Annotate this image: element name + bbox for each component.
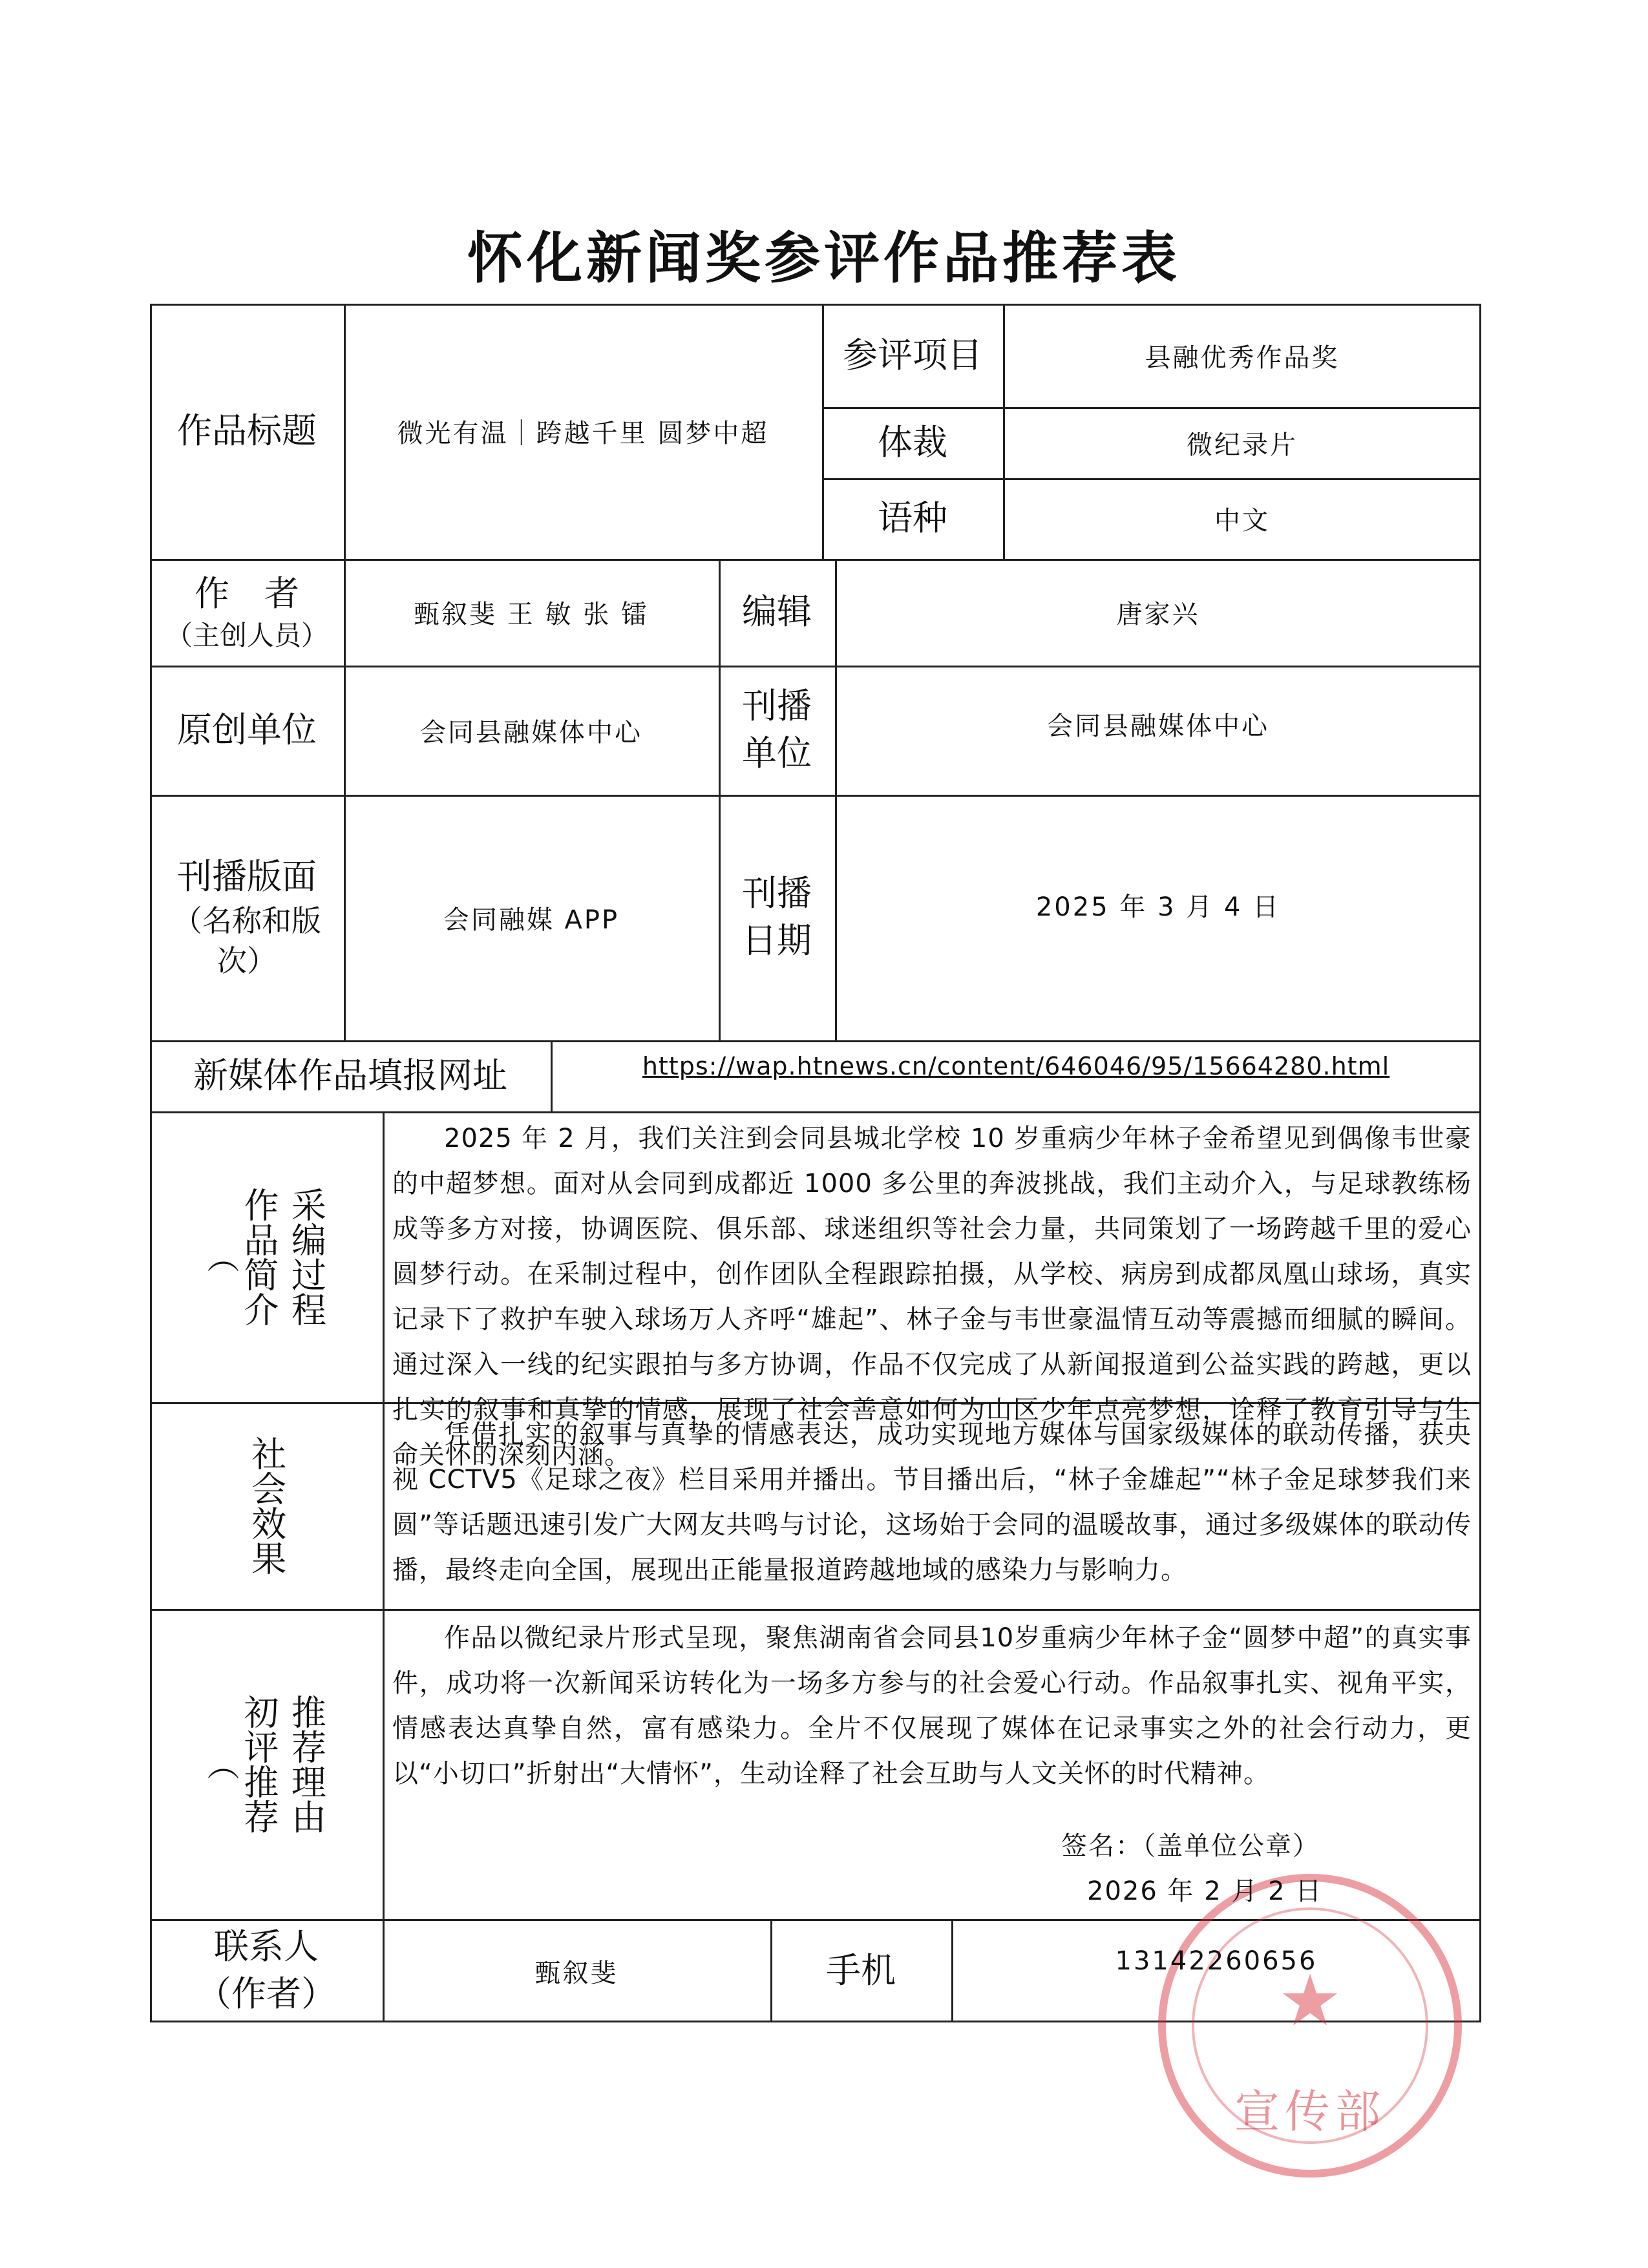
language-value: 中文 <box>1214 506 1270 536</box>
editor-value: 唐家兴 <box>1116 600 1200 629</box>
work-title-value: 微光有温｜跨越千里 圆梦中超 <box>397 419 769 448</box>
page-title: 怀化新闻奖参评作品推荐表 <box>467 226 1181 291</box>
language-label: 语种 <box>878 498 947 539</box>
author-label <box>150 559 344 666</box>
origin-unit-label: 原创单位 <box>177 709 317 750</box>
publish-page-value: 会同融媒 APP <box>443 905 620 935</box>
publish-page-label <box>150 795 344 1040</box>
publish-page-label-line2: （名称和版 <box>173 903 321 939</box>
publish-date-label-line1: 刊播 <box>742 873 812 914</box>
editor-label: 编辑 <box>742 591 812 633</box>
origin-unit-value: 会同县融媒体中心 <box>420 717 642 748</box>
publish-page-label-line3: 次） <box>217 943 277 979</box>
divider <box>383 1111 385 2022</box>
signature-line: 签名：（盖单位公章） <box>1061 1831 1320 1861</box>
contact-label-line1: 联系人 <box>214 1926 319 1968</box>
publish-unit-label-line1: 刊播 <box>742 686 812 727</box>
authors-value: 甄叙斐 王 敏 张 镭 <box>414 600 649 629</box>
author-label-line2: （主创人员） <box>165 619 328 651</box>
reason-label-col2: 推荐理由 <box>286 1694 327 1834</box>
url-label: 新媒体作品填报网址 <box>193 1055 507 1096</box>
work-title-label: 作品标题 <box>177 410 317 452</box>
author-label-line1: 作 者 <box>195 572 299 614</box>
seal-star-icon: ★ <box>1278 1959 1342 2042</box>
publish-unit-value: 会同县融媒体中心 <box>1047 711 1269 741</box>
publish-date-label-line2: 日期 <box>742 920 812 961</box>
publish-unit-label-line2: 单位 <box>742 733 812 773</box>
process-text: 2025 年 2 月，我们关注到会同县城北学校 10 岁重病少年林子金希望见到偶像韦世豪的中超梦想。面对从会同到成都近 1000 多公里的奔波挑战，我们主动介入，与足球教练杨成等多方对接，协调医院、俱乐部、球迷组织等社会力量，共同策划了一场跨越千里的爱心圆梦行动。在采制过程中，创作团队全程跟踪拍摄，从学校、病房到成都凤凰山球场，真实记录下了救护车驶入球场万人齐呼“雄起”、林子金与韦世豪温情互动等震撼而细腻的瞬间。通过深入一线的纪实跟拍与多方协调，作品不仅完成了从新闻报道到公益实践的跨越，更以扎实的叙事和真挚的情感，展现了社会善意如何为山区少年点亮梦想，诠释了教育引导与生命关怀的深刻内涵。 <box>392 1124 1472 1470</box>
seal-text: 宣传部 <box>1234 2085 1386 2138</box>
effect-label <box>150 1402 383 1609</box>
reason-text: 作品以微纪录片形式呈现，聚焦湖南省会同县10岁重病少年林子金“圆梦中超”的真实事件，成功将一次新闻采访转化为一场多方参与的社会爱心行动。作品叙事扎实、视角平实，情感表达真挚自然，富有感染力。全片不仅展现了媒体在记录事实之外的社会行动力，更以“小切口”折射出“大情怀”，生动诠释了社会互助与人文关怀的时代精神。 <box>392 1623 1472 1789</box>
genre-label: 体裁 <box>878 421 947 463</box>
reason-label: （ 推荐理由 初评推荐 <box>202 1694 327 1834</box>
phone-value: 13142260656 <box>1115 1946 1318 1976</box>
effect-label-text: 社会效果 <box>246 1436 287 1575</box>
work-url-link[interactable]: https://wap.htnews.cn/content/646046/95/15664280.html <box>642 1052 1390 1080</box>
publish-page-label-line1: 刊播版面 <box>177 856 317 898</box>
contact-value: 甄叙斐 <box>534 1958 618 1988</box>
publish-unit-label <box>719 666 835 795</box>
category-value: 县融优秀作品奖 <box>1145 342 1340 373</box>
category-label: 参评项目 <box>843 334 982 375</box>
sign-date: 2026 年 2 月 2 日 <box>1087 1876 1323 1906</box>
reason-label-col1: 初评推荐 <box>238 1694 279 1834</box>
genre-value: 微纪录片 <box>1187 430 1298 460</box>
process-label: （ 采编过程 作品简介 <box>202 1187 327 1327</box>
contact-label <box>150 1919 383 2022</box>
contact-label-line2: （作者） <box>196 1973 336 2014</box>
process-label-col2: 采编过程 <box>286 1187 327 1327</box>
phone-label: 手机 <box>826 1949 896 1991</box>
process-label-col1: 作品简介 <box>238 1187 279 1327</box>
recommendation-form <box>150 304 1481 2138</box>
publish-date-label <box>719 795 835 1040</box>
publish-date-value: 2025 年 3 月 4 日 <box>1035 892 1281 922</box>
effect-text: 凭借扎实的叙事与真挚的情感表达，成功实现地方媒体与国家级媒体的联动传播，获央视 CCTV5《足球之夜》栏目采用并播出。节目播出后，“林子金雄起”“林子金足球梦我们来圆”等话题迅速引发广大网友共鸣与讨论，这场始于会同的温暖故事，通过多级媒体的联动传播，最终走向全国，展现出正能量报道跨越地域的感染力与影响力。 <box>392 1420 1472 1585</box>
